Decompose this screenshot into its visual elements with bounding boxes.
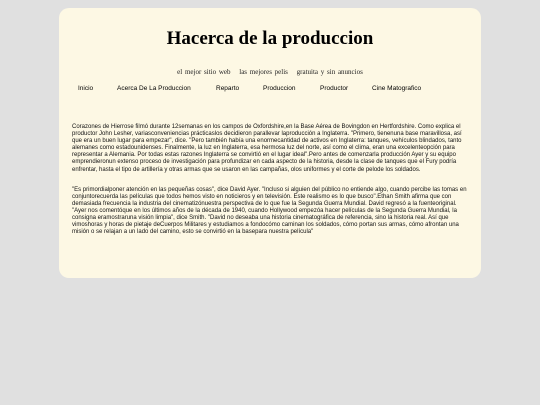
tagline-item: gratuita y sin anuncios xyxy=(296,68,363,76)
nav-bar xyxy=(59,85,481,97)
nav-item-productor[interactable]: Productor xyxy=(320,85,349,92)
paragraph: Corazones de Hierrose filmó durante 12semanas en los campos de Oxfordshire,en la Base Aérea de Bovingdon en Hertfordshire. Como explica el productor John Lesher, variasconveniencias prácticaslos decidieron parallevar laproducción a Inglaterra. "Primero, tienenuna base maravillosa, así que era un buen lugar para empezar", dice. "Pero también había una enormecantidad de activos en Inglaterra: tanques, vehículos blindados, tanto alemanes como estadounidenses. Finalmente, la luz en Inglaterra, esa hermosa luz del norte, así como el clima, eran una excelenteopción para representar a Alemania. Por todas estas razones Inglaterra se convirtió en el lugar ideal".Pero antes de comenzarla producción Ayer y su equipo emprendieronun extenso proceso de investigación para profundizar en cada aspecto de la historia, desde la clase de tanques que el Fury podría enfrentar, hasta el tipo de artillería y otras armas que se usaron en las campañas, olos uniformes y el corte de pelode los soldados. xyxy=(72,124,462,173)
nav-item-cine-matografico[interactable]: Cine Matografico xyxy=(372,85,422,92)
paragraph: "Es primordialponer atención en las pequeñas cosas", dice David Ayer. "Incluso si alguien del público no entiende algo, cuando percibe las tomas en conjuntorecuerda las películas que todos hemos visto en noticieros y en televisión. Este realismo es lo que busco".Ethan Smith afirma que con demasiada frecuencia la industria del cinematizónuestra perspectiva de lo que fue la Segunda Guerra Mundial. David regresó a la fuenteoriginal. "Ayer nos comentóque en los últimos años de la década de 1940, cuando Hollywood empezóa hacer películas de la Segunda Guerra Mundial, la consigna eramostraruna visión limpia", dice Smith. "David no deseaba una historia cinematográfica de referencia, sino la historia real. Así que vimoshoras y horas de pietaje deCuerpos Militares y estudiamos a fondocómo caminan los soldados, cómo portan sus armas, cómo afrontan una misión o se relajan a un lado del camino, esto se convirtió en la basepara nuestra película" xyxy=(72,186,467,236)
content-area xyxy=(72,124,470,249)
nav-item-acerca[interactable]: Acerca De La Produccion xyxy=(117,85,191,92)
nav-item-reparto[interactable]: Reparto xyxy=(216,85,240,92)
tagline xyxy=(59,68,481,76)
nav-item-inicio[interactable]: Inicio xyxy=(78,85,94,92)
page-title: Hacerca de la produccion xyxy=(166,28,374,49)
nav-item-produccion[interactable]: Produccion xyxy=(263,85,296,92)
tagline-item: el mejor sitio web xyxy=(177,68,231,76)
main-card xyxy=(59,8,481,278)
tagline-item: las mejores pelis xyxy=(239,68,288,76)
